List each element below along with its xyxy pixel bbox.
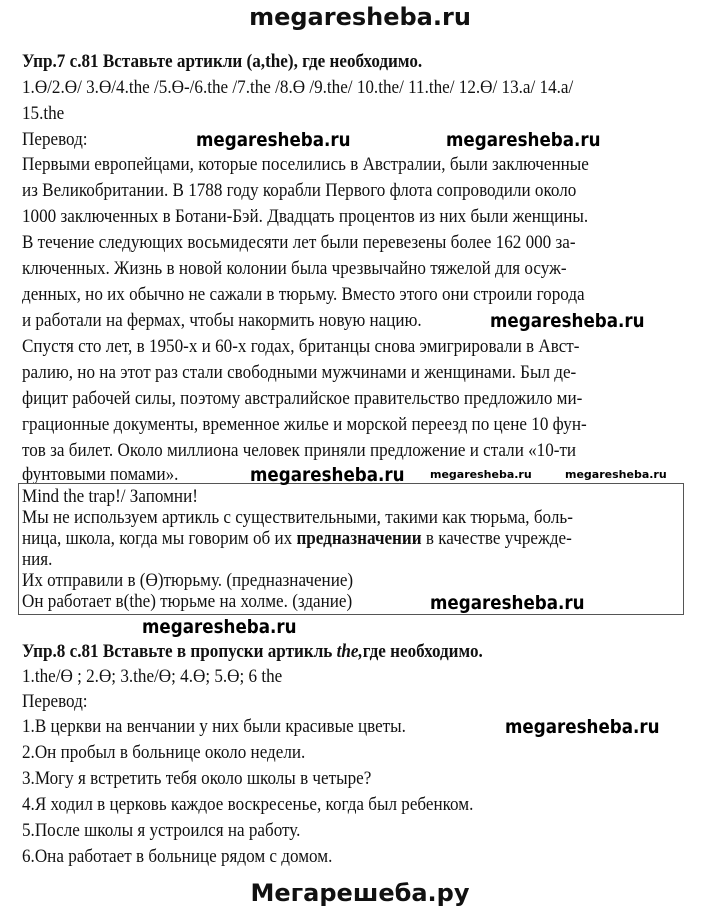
- trap-title: Mind the trap!/ Запомни!: [22, 486, 198, 507]
- ex7-line: из Великобритании. В 1788 году корабли Первого флота сопроводили около: [22, 180, 577, 201]
- trap-line: [22, 528, 572, 549]
- watermark: megaresheba.ru: [430, 468, 532, 481]
- watermark: megaresheba.ru: [142, 616, 297, 638]
- ex7-title: Упр.7 с.81 Вставьте артикли (a,the), где необходимо.: [22, 51, 423, 72]
- ex8-translation-label: Перевод:: [22, 691, 88, 712]
- ex8-line: 2.Он пробыл в больнице около недели.: [22, 742, 306, 763]
- ex7-translation-label: Перевод:: [22, 129, 88, 150]
- trap-text: в качестве учрежде-: [421, 528, 572, 549]
- site-footer: Мегарешеба.ру: [250, 879, 470, 907]
- ex7-line: фунтовыми помами».: [22, 464, 179, 485]
- watermark: megaresheba.ru: [490, 310, 645, 332]
- ex8-title-italic: the,: [336, 641, 363, 662]
- trap-line: ния.: [22, 549, 53, 570]
- trap-bold-term: предназначении: [296, 528, 422, 549]
- ex8-title-text: где необходимо.: [362, 641, 483, 662]
- ex7-line: ралию, но на этот раз стали свободными мужчинами и женщинами. Был де-: [22, 362, 577, 383]
- ex8-title-text: Упр.8 с.81 Вставьте в пропуски артикль: [22, 641, 337, 662]
- ex7-line: фицит рабочей силы, поэтому австралийское правительство предложило ми-: [22, 388, 583, 409]
- ex7-answers-cont: 15.the: [22, 103, 65, 124]
- trap-text: ница, школа, когда мы говорим об их: [22, 528, 297, 549]
- ex7-answers: 1.Ө/2.Ө/ 3.Ө/4.the /5.Ө-/6.the /7.the /8.Ө /9.the/ 10.the/ 11.the/ 12.Ө/ 13.a/ 14.a/: [22, 77, 574, 98]
- ex7-line: В течение следующих восьмидесяти лет были перевезены более 162 000 за-: [22, 232, 576, 253]
- ex7-line: Первыми европейцами, которые поселились в Австралии, были заключенные: [22, 154, 589, 175]
- trap-example: Их отправили в (Ө)тюрьму. (предназначение): [22, 570, 354, 591]
- trap-line: Мы не используем артикль с существительными, такими как тюрьма, боль-: [22, 507, 573, 528]
- ex8-answers: 1.the/Ө ; 2.Ө; 3.the/Ө; 4.Ө; 5.Ө; 6 the: [22, 666, 283, 687]
- ex7-line: грационные документы, временное жилье и морской переезд по цене 10 фун-: [22, 414, 587, 435]
- ex7-line: и работали на фермах, чтобы накормить новую нацию.: [22, 310, 422, 331]
- ex7-line: ключенных. Жизнь в новой колонии была чрезвычайно тяжелой для осуж-: [22, 258, 567, 279]
- site-header: megaresheba.ru: [249, 3, 471, 31]
- trap-example: Он работает в(the) тюрьме на холме. (здание): [22, 591, 353, 612]
- ex8-title: [22, 640, 483, 664]
- watermark: megaresheba.ru: [565, 468, 667, 481]
- ex8-line: 4.Я ходил в церковь каждое воскресенье, когда был ребенком.: [22, 794, 474, 815]
- watermark: megaresheba.ru: [446, 129, 601, 151]
- watermark: megaresheba.ru: [430, 592, 585, 614]
- ex8-line: 1.В церкви на венчании у них были красивые цветы.: [22, 716, 406, 737]
- watermark: megaresheba.ru: [196, 129, 351, 151]
- ex8-line: 5.После школы я устроился на работу.: [22, 820, 301, 841]
- ex8-line: 3.Могу я встретить тебя около школы в четыре?: [22, 768, 372, 789]
- ex7-line: тов за билет. Около миллиона человек приняли предложение и стали «10-ти: [22, 440, 577, 461]
- watermark: megaresheba.ru: [250, 464, 405, 486]
- ex7-line: 1000 заключенных в Ботани-Бэй. Двадцать процентов из них были женщины.: [22, 206, 589, 227]
- ex7-line: Спустя сто лет, в 1950-х и 60-х годах, британцы снова эмигрировали в Авст-: [22, 336, 580, 357]
- watermark: megaresheba.ru: [505, 716, 660, 738]
- ex8-line: 6.Она работает в больнице рядом с домом.: [22, 846, 333, 867]
- ex7-line: денных, но их обычно не сажали в тюрьму. Вместо этого они строили города: [22, 284, 585, 305]
